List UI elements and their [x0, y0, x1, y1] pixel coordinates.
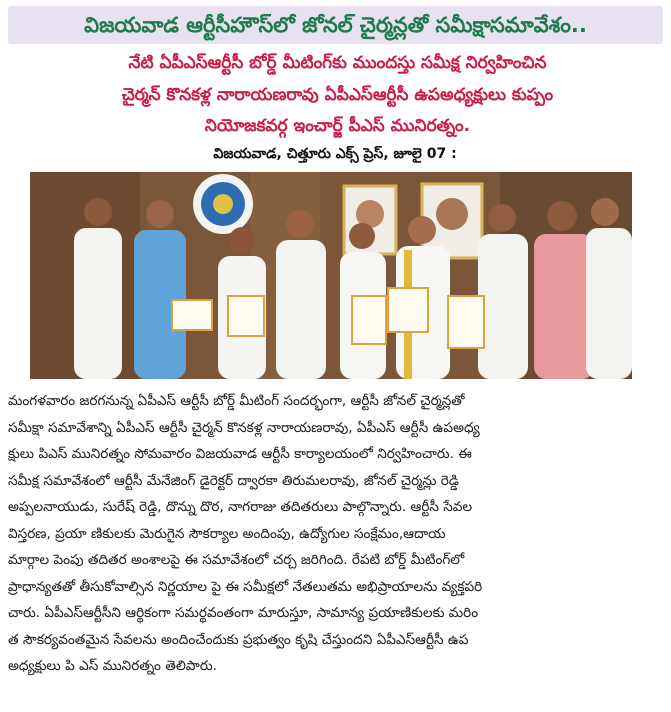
news-photo-illustration	[30, 172, 632, 379]
article-body-line: సమీక్ష సమావేశంలో ఆర్టీసీ మేనేజింగ్ డైరెక్టర్ ద్వారకా తిరుమలరావు, జోనల్ చైర్మన్లు రెడ్డి	[8, 472, 459, 489]
headline: విజయవాడ ఆర్టీసీహౌస్‌లో జోనల్ చైర్మన్లతో సమీక్షాసమావేశం..	[8, 6, 663, 44]
dateline: విజయవాడ, చిత్తూరు ఎక్స్ ప్రెస్, జూలై 07 :	[213, 146, 457, 162]
article-body-line: చారు. ఏపీఎస్ఆర్టీసీని ఆర్థికంగా సమర్థవంతంగా మారుస్తూ, సామాన్య ప్రయాణికులకు మరిం	[8, 605, 479, 621]
article-body-line: సమీక్షా సమావేశాన్ని ఏపీఎస్ ఆర్టీసీ చైర్మన్ కొనకళ్ల నారాయణరావు, ఏపీఎస్ ఆర్టీసీ ఉపఅధ్య	[8, 419, 480, 436]
article-body-line: క్షులు పిఎస్ మునిరత్నం సోమవారం విజయవాడ ఆర్టీసీ కార్యాలయంలో నిర్వహించారు. ఈ	[8, 446, 472, 462]
subheadline-line-2: చైర్మన్ కొనకళ్ల నారాయణరావు ఏపీఎస్ఆర్టీసీ ఉపఅధ్యక్షులు కుప్పం	[121, 85, 554, 105]
article-body-line: అధ్యక్షులు పి ఎస్ మునిరత్నం తెలిపారు.	[8, 658, 217, 674]
article-body-line: మార్గాల పెంపు తదితర అంశాలపై ఈ సమావేశంలో చర్చ జరిగింది. రేపటి బోర్డ్ మీటింగ్‌లో	[8, 552, 465, 568]
article-body-line: మంగళవారం జరగనున్న ఏపీఎస్ ఆర్టీసీ బోర్డ్ మీటింగ్ సందర్భంగా, ఆర్టీసీ జోనల్ చైర్మన్లతో	[8, 393, 465, 409]
article-body-line: ప్రాధాన్యతతో తీసుకోవాల్సిన నిర్ణయాల పై ఈ సమీక్షలో నేతలుతమ అభిప్రాయాలను వ్యక్తపరి	[8, 578, 483, 595]
news-photo	[30, 172, 632, 379]
article-body-line: త సౌకర్యవంతమైన సేవలను అందించేందుకు ప్రభుత్వం కృషి చేస్తుందని ఏపీఎస్ఆర్టీసీ ఉప	[8, 631, 469, 648]
subheadline-line-3: నియోజకవర్గ ఇంచార్జ్ పీఎస్ మునిరత్నం.	[204, 116, 471, 136]
article-body	[8, 388, 663, 680]
subheadline-line-1: నేటి ఏపీఎస్ఆర్టీసీ బోర్డ్ మీటింగ్‌కు ముందస్తు సమీక్ష నిర్వహించిన	[128, 53, 547, 73]
article-body-line: అప్పలనాయుడు, సురేష్ రెడ్డి, దొన్ను దొర, నాగరాజు తదితరులు పాల్గొన్నారు. ఆర్టీసీ సేవల	[8, 499, 473, 515]
article-body-line: విస్తరణ, ప్రయా ణికులకు మెరుగైన సౌకర్యాల అందింపు, ఉద్యోగుల సంక్షేమం,ఆదాయ	[8, 525, 446, 542]
